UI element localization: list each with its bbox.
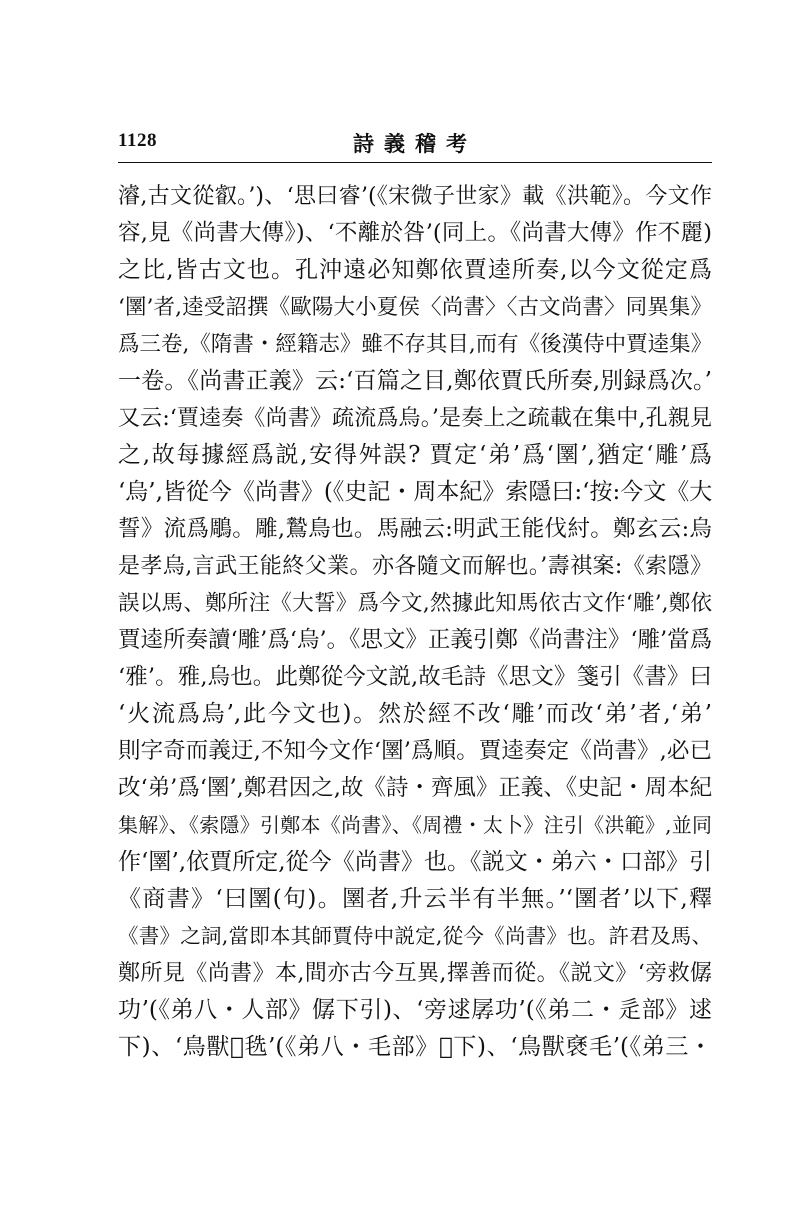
text-line: 誤以馬、鄭所注《大誓》爲今文,然據此知馬依古文作‘雕’,鄭依 — [118, 591, 712, 616]
text-line: 《商書》‘曰圛(句)。圛者,升云半有半無。’‘圛者’以下,釋 — [118, 886, 712, 912]
text-line: 之比,皆古文也。孔沖遠必知鄭依賈逵所奏,以今文從定爲 — [118, 257, 712, 283]
text-line: ‘烏’,皆從今《尚書》(《史記・周本紀》索隱曰:‘按:今文《大 — [118, 479, 713, 505]
body-text — [118, 178, 712, 1066]
text-line: 之,故每據經爲説,安得舛誤? 賈定‘弟’爲‘圛’,猶定‘雕’爲 — [118, 442, 712, 468]
text-line: ‘雅’。雅,烏也。此鄭從今文説,故毛詩《思文》箋引《書》曰 — [118, 664, 712, 690]
page-header — [118, 128, 712, 160]
text-line: 爲三卷,《隋書・經籍志》雖不存其目,而有《後漢侍中賈逵集》 — [118, 332, 713, 357]
text-line: ‘圛’者,逵受詔撰《歐陽大小夏侯〈尚書〉〈古文尚書〉同異集》 — [118, 295, 712, 320]
running-title: 詩義稽考 — [353, 131, 477, 156]
text-line: 鄭所見《尚書》本,間亦古今互異,擇善而從。《説文》‘旁救僝 — [118, 961, 712, 986]
text-line: 作‘圛’,依賈所定,從今《尚書》也。《説文・弟六・口部》引 — [118, 849, 712, 875]
text-line: ‘火流爲烏’,此今文也)。然於經不改‘雕’而改‘弟’者,‘弟’ — [118, 701, 712, 727]
text-line: 又云:‘賈逵奏《尚書》疏流爲烏。’是奏上之疏載在集中,孔親見 — [118, 406, 712, 431]
text-line: 一卷。《尚書正義》云:‘百篇之目,鄭依賈氏所奏,別録爲次。’ — [118, 368, 712, 394]
text-line: 改‘弟’爲‘圛’,鄭君因之,故《詩・齊風》正義、《史記・周本紀 — [118, 775, 713, 801]
text-line: 賈逵所奏讀‘雕’爲‘烏’。《思文》正義引鄭《尚書注》‘雕’當爲 — [118, 627, 713, 653]
header-rule — [118, 162, 712, 163]
text-line: 濬,古文從叡。’)、‘思曰睿’(《宋微子世家》載《洪範》。今文作 — [118, 184, 712, 209]
text-line: 集解》、《索隱》引鄭本《尚書》、《周禮・太卜》注引《洪範》,並同 — [118, 813, 712, 837]
text-line: 則字奇而義迂,不知今文作‘圛’爲順。賈逵奏定《尚書》,必已 — [118, 738, 712, 764]
text-line: 《書》之詞,當即本其師賈侍中説定,從今《尚書》也。許君及馬、 — [118, 924, 712, 948]
text-line: 下)、‘鳥獸𣯛毨’(《弟八・毛部》𣯛下)、‘鳥獸褎毛’(《弟三・ — [118, 1034, 712, 1060]
text-line: 是孝烏,言武王能終父業。亦各隨文而解也。’壽祺案:《索隱》 — [118, 554, 712, 579]
text-line: 容,見《尚書大傳》)、‘不離於咎’(同上。《尚書大傳》作不麗) — [118, 220, 712, 246]
text-line: 誓》流爲鵰。雕,鷙鳥也。馬融云:明武王能伐紂。鄭玄云:烏 — [118, 516, 712, 542]
page-number: 1128 — [118, 130, 157, 151]
text-line: 功’(《弟八・人部》僝下引)、‘旁逑孱功’(《弟二・辵部》逑 — [118, 997, 712, 1023]
